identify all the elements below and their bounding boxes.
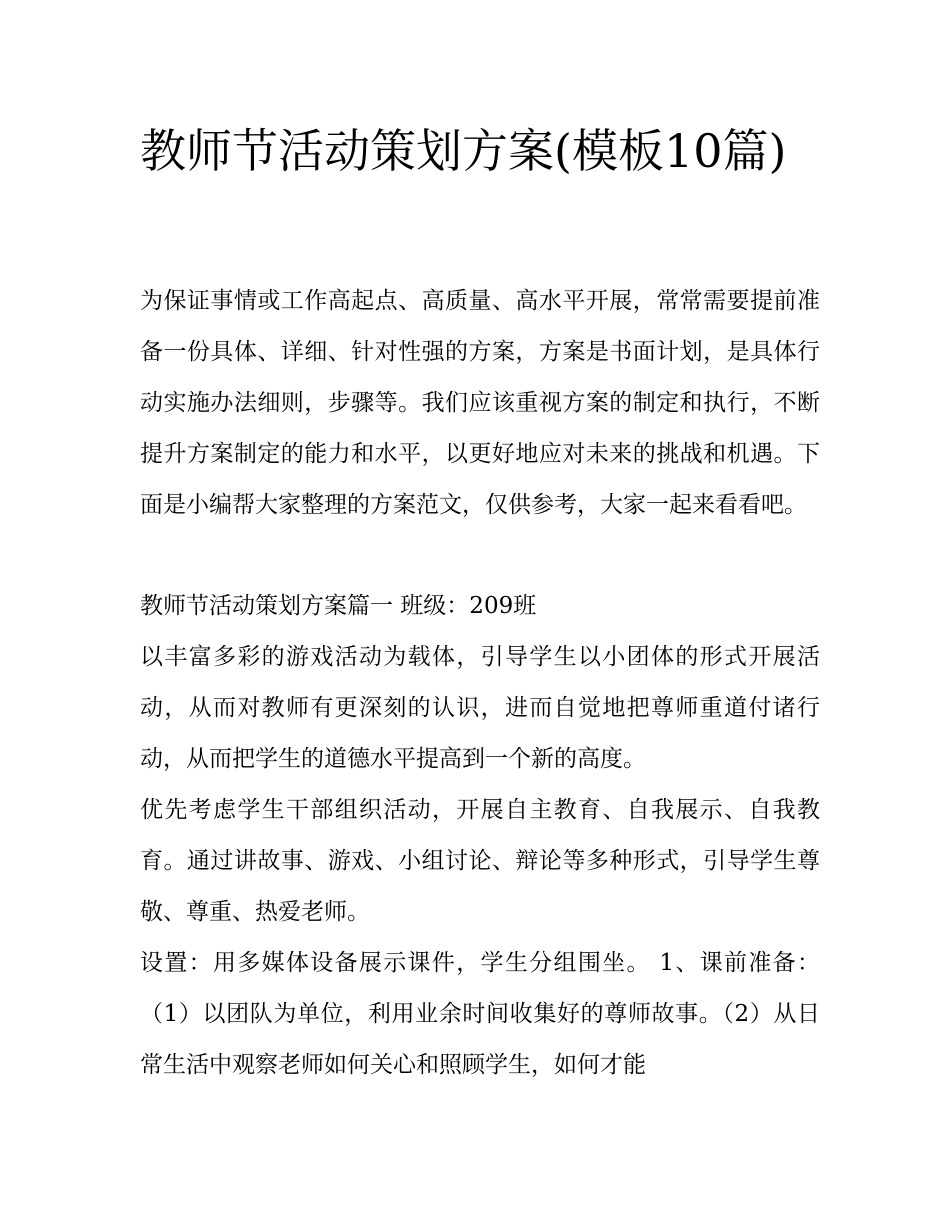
body-paragraph: 设置：用多媒体设备展示课件，学生分组围坐。 1、课前准备： （1）以团队为单位，利用业余时间收集好的尊师故事。（2）从日常生活中观察老师如何关心和照顾学生，如何才能 xyxy=(140,950,820,1078)
body-paragraph: 以丰富多彩的游戏活动为载体，引导学生以小团体的形式开展活动，从而对教师有更深刻的认识，进而自觉地把尊师重道付诸行动，从而把学生的道德水平提高到一个新的高度。 xyxy=(140,644,820,772)
section-heading-paragraph: 教师节活动策划方案篇一 班级：209班 xyxy=(140,593,537,619)
body-paragraph: 优先考虑学生干部组织活动，开展自主教育、自我展示、自我教育。通过讲故事、游戏、小组讨论、辩论等多种形式，引导学生尊敬、尊重、热爱老师。 xyxy=(140,797,820,925)
document-title: 教师节活动策划方案(模板10篇) xyxy=(140,124,787,178)
intro-paragraph: 为保证事情或工作高起点、高质量、高水平开展，常常需要提前准备一份具体、详细、针对性强的方案，方案是书面计划，是具体行动实施办法细则，步骤等。我们应该重视方案的制定和执行，不断提升方案制定的能力和水平，以更好地应对未来的挑战和机遇。下面是小编帮大家整理的方案范文，仅供参考，大家一起来看看吧。 xyxy=(140,288,820,518)
